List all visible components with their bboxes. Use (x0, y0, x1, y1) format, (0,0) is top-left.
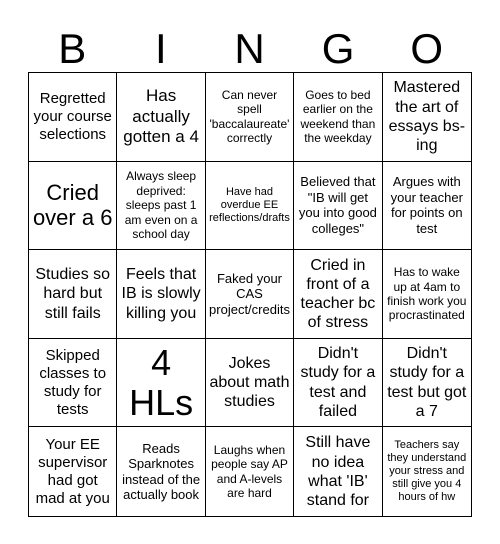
bingo-cell[interactable]: Feels that IB is slowly killing you (117, 250, 205, 339)
bingo-cell[interactable]: Mastered the art of essays bs-ing (383, 73, 471, 162)
bingo-cell[interactable]: Teachers say they understand your stress and still give you 4 hours of hw (387, 438, 467, 504)
header-letter-b: B (58, 25, 87, 72)
bingo-cell[interactable]: Reads Sparknotes instead of the actually book (117, 427, 205, 516)
bingo-cell[interactable]: Has to wake up at 4am to finish work you procrastinated (383, 250, 471, 339)
bingo-cell[interactable]: Believed that "IB will get you into good colleges" (294, 162, 382, 251)
bingo-cell[interactable]: Have had overdue EE reflections/drafts (206, 162, 294, 251)
bingo-cell[interactable]: Argues with your teacher for points on test (383, 162, 471, 251)
bingo-cell[interactable]: Studies so hard but still fails (29, 250, 117, 339)
bingo-header (28, 26, 471, 72)
bingo-cell[interactable]: Faked your CAS project/credits (206, 250, 294, 339)
bingo-cell[interactable]: Regretted your course selections (29, 73, 117, 162)
bingo-card-grid (28, 72, 472, 517)
header-letter-o: O (410, 25, 444, 72)
bingo-cell[interactable]: Still have no idea what 'IB' stand for (294, 427, 382, 516)
bingo-cell[interactable]: Always sleep deprived: sleeps past 1 am even on a school day (117, 162, 205, 251)
header-letter-n: N (234, 25, 265, 72)
bingo-cell[interactable]: Laughs when people say AP and A-levels are hard (206, 427, 294, 516)
bingo-cell[interactable]: Cried in front of a teacher bc of stress (294, 250, 382, 339)
header-letter-g: G (321, 25, 355, 72)
bingo-cell[interactable]: Didn't study for a test but got a 7 (383, 339, 471, 428)
header-letter-i: I (155, 25, 167, 72)
bingo-cell[interactable]: Skipped classes to study for tests (29, 339, 117, 428)
bingo-cell[interactable]: Can never spell 'baccalaureate' correctly (206, 73, 294, 162)
bingo-cell[interactable]: Didn't study for a test and failed (294, 339, 382, 428)
bingo-cell[interactable]: Jokes about math studies (206, 339, 294, 428)
bingo-cell[interactable]: Cried over a 6 (29, 162, 117, 251)
bingo-cell[interactable]: Has actually gotten a 4 (117, 73, 205, 162)
bingo-cell[interactable]: Your EE supervisor had got mad at you (29, 427, 117, 516)
bingo-cell[interactable]: Goes to bed earlier on the weekend than the weekday (294, 73, 382, 162)
bingo-cell[interactable]: 4 HLs (117, 339, 205, 428)
